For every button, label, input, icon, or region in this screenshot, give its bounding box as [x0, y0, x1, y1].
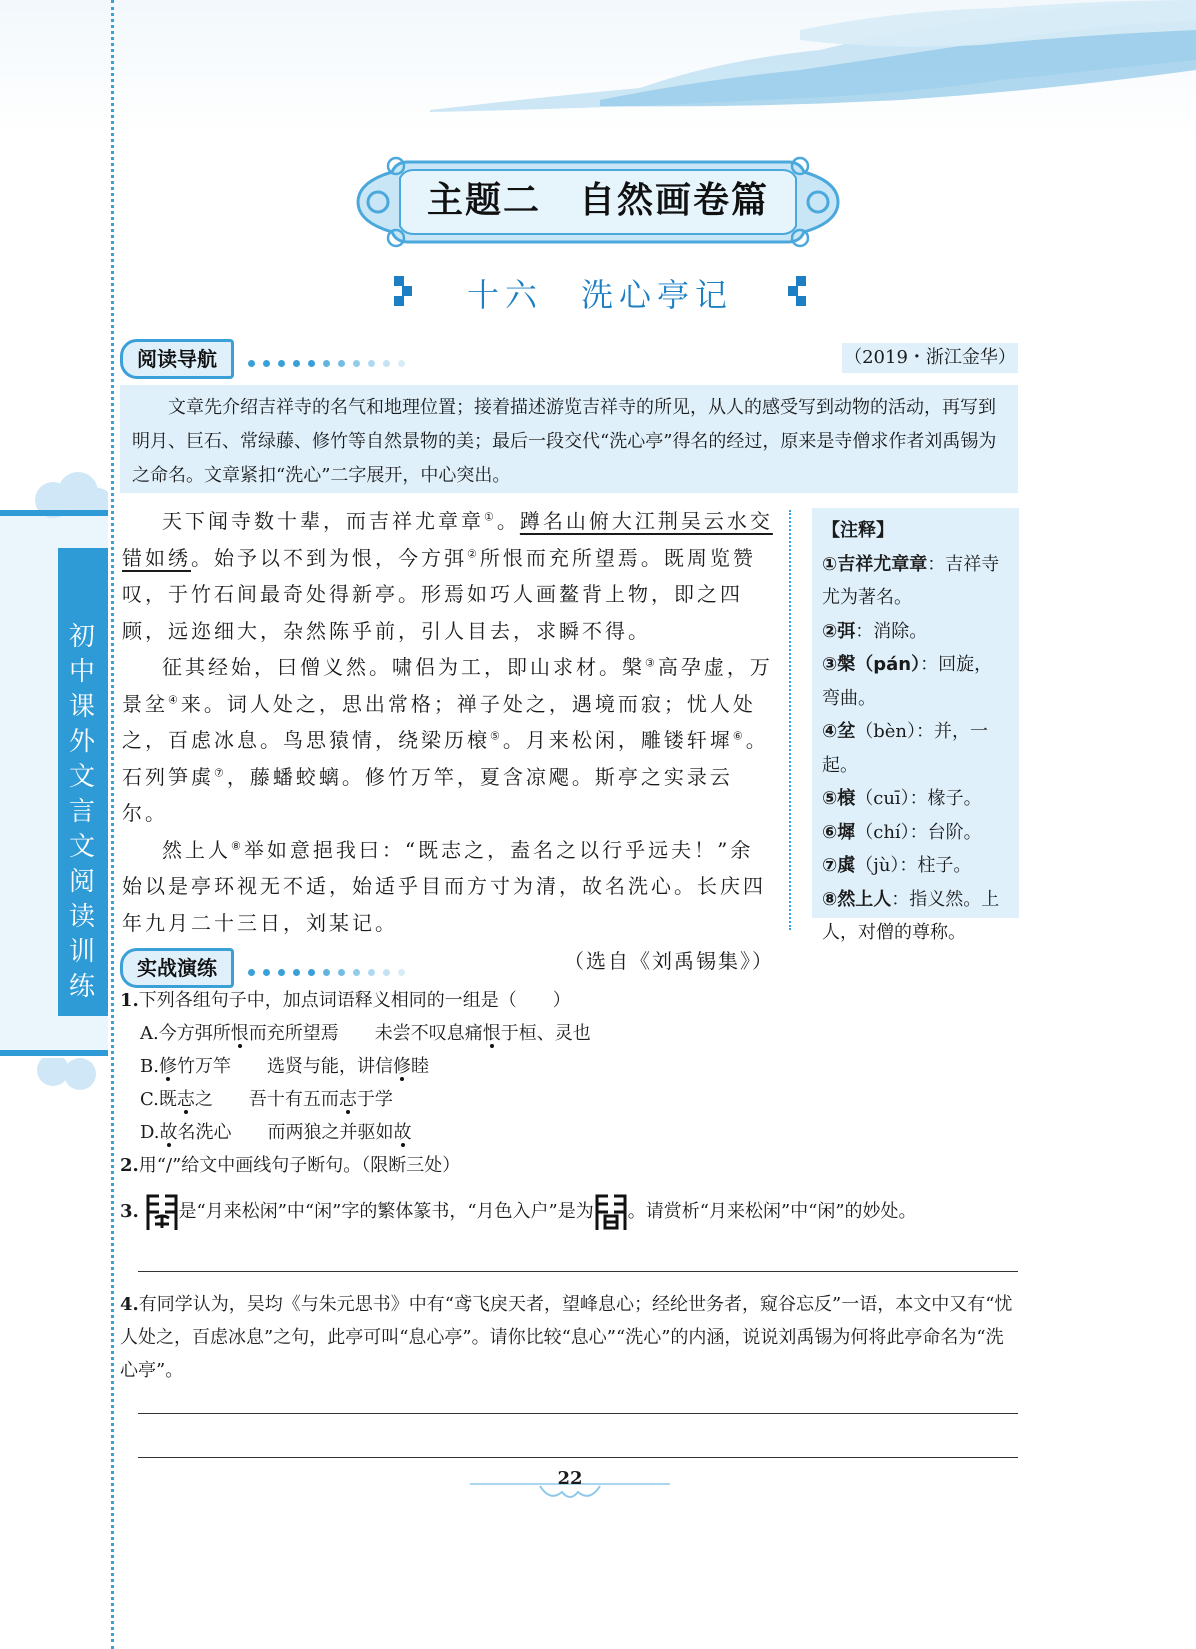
annotations-heading: 【注释】	[822, 520, 894, 541]
answer-line	[138, 1413, 1018, 1414]
question-1-stem: 下列各组句子中，加点词语释义相同的一组是（ ）	[138, 990, 571, 1011]
question-4: 4.有同学认为，吴均《与朱元思书》中有“鸢飞戾天者，望峰息心；经纶世务者，窥谷忘反”一语，本文中又有“忧人处之，百虑冰息”之句，此亭可叫“息心亭”。请你比较“息心”“洗心”的内涵，说说刘禹锡为何将此亭命名为“洗心亭”。	[120, 1294, 1013, 1381]
reading-guide-tab: 阅读导航	[120, 339, 234, 379]
passage-citation: （选自《刘禹锡集》）	[564, 949, 774, 973]
sidebar-label: 初中课外文言文阅读训练	[68, 622, 95, 1002]
answer-line	[138, 1271, 1018, 1272]
title-square-ornament	[402, 286, 412, 296]
title-square-ornament	[394, 276, 404, 286]
practice-dots	[248, 961, 413, 969]
question-3: 3. 是“月来松闲”中“闲”字的繁体篆书，“月色入户”是为 。请赏析“月来松闲”中“闲”的妙处。	[120, 1192, 1018, 1232]
passage-paragraph-1: 天下闻寺数十辈，而吉祥尤章章①。蹲名山俯大江荆吴云水交错如绣。始予以不到为恨，今方弭②所恨而充所望焉。既周览赞叹，于竹石间最奇处得新亭。形焉如巧人画鳌背上物，即之四顾，远迩细大，杂然陈乎前，引人目去，求瞬不得。	[122, 509, 773, 643]
annotation-item: ③槃（pán）：回旋，弯曲。	[822, 654, 993, 709]
title-square-ornament	[796, 276, 806, 286]
sidebar-top-bar	[0, 510, 108, 516]
summary-text: 文章先介绍吉祥寺的名气和地理位置；接着描述游览吉祥寺的所见，从人的感受写到动物的活动，再写到明月、巨石、常绿藤、修竹等自然景物的美；最后一段交代“洗心亭”得名的经过，原来是寺僧求作者刘禹锡为之命名。文章紧扣“洗心”二字展开，中心突出。	[132, 397, 997, 486]
answer-line	[138, 1457, 1018, 1458]
option-c: C.既志之 吾十有五而志于学	[140, 1089, 393, 1110]
title-square-ornament	[394, 296, 404, 306]
question-1: 1.下列各组句子中，加点词语释义相同的一组是（ ） A.今方弭所恨而充所望焉 未尝不叹息痛恨于桓、灵也 B.修竹万竿 选贤与能，讲信修睦 C.既志之 吾十有五而志于学 D.故名洗心 而两狼之并驱如故 2.用“/”给文中画线句子断句。（限断三处）	[120, 984, 1018, 1182]
option-b: B.修竹万竿 选贤与能，讲信修睦	[140, 1056, 429, 1077]
annotation-item: ⑦虡（jù）：柱子。	[822, 855, 972, 876]
option-a: A.今方弭所恨而充所望焉 未尝不叹息痛恨于桓、灵也	[140, 1023, 591, 1044]
annotations-panel	[812, 508, 1019, 943]
passage-source-badge: （2019・浙江金华）	[842, 343, 1018, 373]
annotation-item: ⑥墀（chí）：台阶。	[822, 821, 982, 843]
theme-title: 主题二 自然画卷篇	[426, 179, 769, 221]
option-d: D.故名洗心 而两狼之并驱如故	[140, 1122, 412, 1143]
lesson-title: 十六 洗心亭记	[466, 276, 733, 314]
question-2: 2.用“/”给文中画线句子断句。（限断三处）	[120, 1155, 461, 1176]
annotation-item: ①吉祥尤章章：吉祥寺尤为著名。	[822, 553, 1000, 608]
seal-script-jian-glyph	[594, 1192, 628, 1232]
notes-divider	[789, 510, 791, 930]
reading-guide-summary	[120, 385, 1018, 493]
underlined-sentence: 蹲名山俯大江荆吴云水交错如绣	[122, 509, 773, 570]
left-margin-dotted-line	[111, 0, 114, 1649]
passage-paragraph-2: 征其经始，曰僧义然。啸侣为工，即山求材。槃③高孕虚，万景坌④来。词人处之，思出常格；禅子处之，遇境而寂；忧人处之，百虑冰息。鸟思猿情，绕梁历榱⑤。月来松闲，雕镂轩墀⑥。石列笋虡⑦，藤蟠蛟螭。修竹万竿，夏含凉飔。斯亭之实录云尔。	[122, 655, 773, 825]
annotation-item: ⑧然上人：指义然。上人，对僧的尊称。	[822, 888, 1000, 943]
practice-tab: 实战演练	[120, 948, 234, 988]
annotation-item: ⑤榱（cuī）：椽子。	[822, 788, 982, 809]
page-number: 22	[557, 1468, 583, 1489]
classical-passage	[122, 503, 774, 980]
sidebar-cloud-bottom-ornament	[28, 1058, 108, 1098]
passage-paragraph-3: 然上人⑧举如意挹我曰：“既志之，盍名之以行乎远夫！”余始以是亭环视无不适，始适乎目而方寸为清，故名洗心。长庆四年九月二十三日，刘某记。	[122, 837, 766, 935]
reading-guide-dots	[248, 352, 413, 360]
title-square-ornament	[788, 286, 798, 296]
sidebar-bottom-bar	[0, 1050, 108, 1056]
seal-script-xian-glyph	[145, 1192, 179, 1232]
title-square-ornament	[796, 296, 806, 306]
annotation-item: ②弭：消除。	[822, 620, 928, 642]
header-landscape-decoration	[0, 0, 1196, 135]
annotation-item: ④坌（bèn）：并，一起。	[822, 721, 989, 776]
lesson-title-block	[390, 270, 810, 320]
